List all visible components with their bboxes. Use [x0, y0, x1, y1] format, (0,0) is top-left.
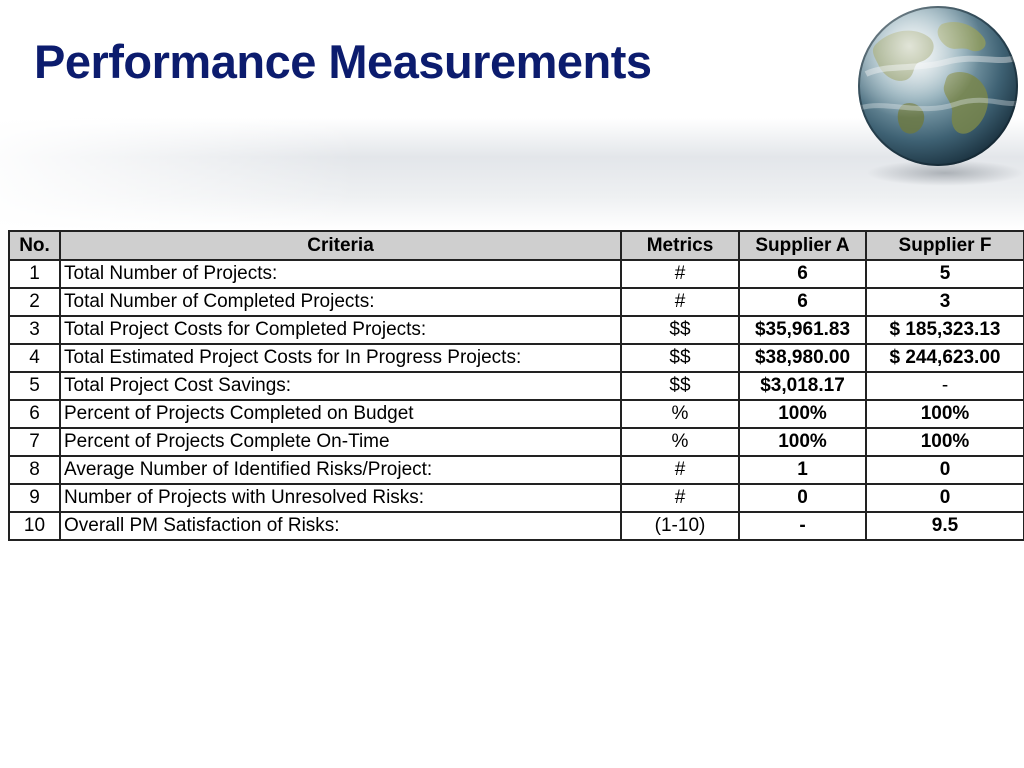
metric-cell: % — [621, 400, 739, 428]
criteria-cell: Total Number of Completed Projects: — [60, 288, 621, 316]
row-number: 4 — [9, 344, 60, 372]
table-row — [9, 344, 1024, 372]
supplier-f-value: 5 — [866, 260, 1024, 288]
criteria-cell: Average Number of Identified Risks/Project: — [60, 456, 621, 484]
header-criteria: Criteria — [60, 231, 621, 260]
criteria-cell: Number of Projects with Unresolved Risks: — [60, 484, 621, 512]
table-row — [9, 456, 1024, 484]
earth-globe-icon — [846, 4, 1024, 170]
supplier-a-value: 0 — [739, 484, 866, 512]
header-supplier-f: Supplier F — [866, 231, 1024, 260]
supplier-f-value: $ 185,323.13 — [866, 316, 1024, 344]
criteria-cell: Percent of Projects Completed on Budget — [60, 400, 621, 428]
header-supplier-a: Supplier A — [739, 231, 866, 260]
supplier-a-value: - — [739, 512, 866, 540]
performance-table — [8, 230, 1024, 541]
row-number: 3 — [9, 316, 60, 344]
table-row — [9, 260, 1024, 288]
row-number: 2 — [9, 288, 60, 316]
supplier-a-value: 1 — [739, 456, 866, 484]
metric-cell: $$ — [621, 372, 739, 400]
criteria-cell: Overall PM Satisfaction of Risks: — [60, 512, 621, 540]
table-row — [9, 316, 1024, 344]
supplier-f-value: 0 — [866, 484, 1024, 512]
row-number: 7 — [9, 428, 60, 456]
supplier-a-value: $35,961.83 — [739, 316, 866, 344]
row-number: 1 — [9, 260, 60, 288]
metric-cell: (1-10) — [621, 512, 739, 540]
criteria-cell: Total Project Costs for Completed Projects: — [60, 316, 621, 344]
row-number: 8 — [9, 456, 60, 484]
header-metrics: Metrics — [621, 231, 739, 260]
metric-cell: % — [621, 428, 739, 456]
table-header-row — [9, 231, 1024, 260]
row-number: 6 — [9, 400, 60, 428]
supplier-a-value: 6 — [739, 260, 866, 288]
supplier-f-value: - — [866, 372, 1024, 400]
supplier-f-value: 100% — [866, 428, 1024, 456]
metric-cell: # — [621, 260, 739, 288]
table-row — [9, 288, 1024, 316]
metric-cell: # — [621, 484, 739, 512]
table-row — [9, 428, 1024, 456]
criteria-cell: Total Project Cost Savings: — [60, 372, 621, 400]
header-no: No. — [9, 231, 60, 260]
row-number: 9 — [9, 484, 60, 512]
metric-cell: # — [621, 456, 739, 484]
supplier-a-value: 6 — [739, 288, 866, 316]
supplier-a-value: 100% — [739, 400, 866, 428]
supplier-f-value: 3 — [866, 288, 1024, 316]
row-number: 5 — [9, 372, 60, 400]
criteria-cell: Total Number of Projects: — [60, 260, 621, 288]
metric-cell: $$ — [621, 344, 739, 372]
supplier-a-value: 100% — [739, 428, 866, 456]
table-row — [9, 512, 1024, 540]
metric-cell: # — [621, 288, 739, 316]
criteria-cell: Percent of Projects Complete On-Time — [60, 428, 621, 456]
supplier-f-value: 0 — [866, 456, 1024, 484]
supplier-a-value: $38,980.00 — [739, 344, 866, 372]
slide-title: Performance Measurements — [34, 35, 652, 88]
row-number: 10 — [9, 512, 60, 540]
table-row — [9, 400, 1024, 428]
supplier-f-value: 9.5 — [866, 512, 1024, 540]
table-row — [9, 484, 1024, 512]
table-row — [9, 372, 1024, 400]
supplier-f-value: $ 244,623.00 — [866, 344, 1024, 372]
criteria-cell: Total Estimated Project Costs for In Progress Projects: — [60, 344, 621, 372]
supplier-f-value: 100% — [866, 400, 1024, 428]
metric-cell: $$ — [621, 316, 739, 344]
supplier-a-value: $3,018.17 — [739, 372, 866, 400]
